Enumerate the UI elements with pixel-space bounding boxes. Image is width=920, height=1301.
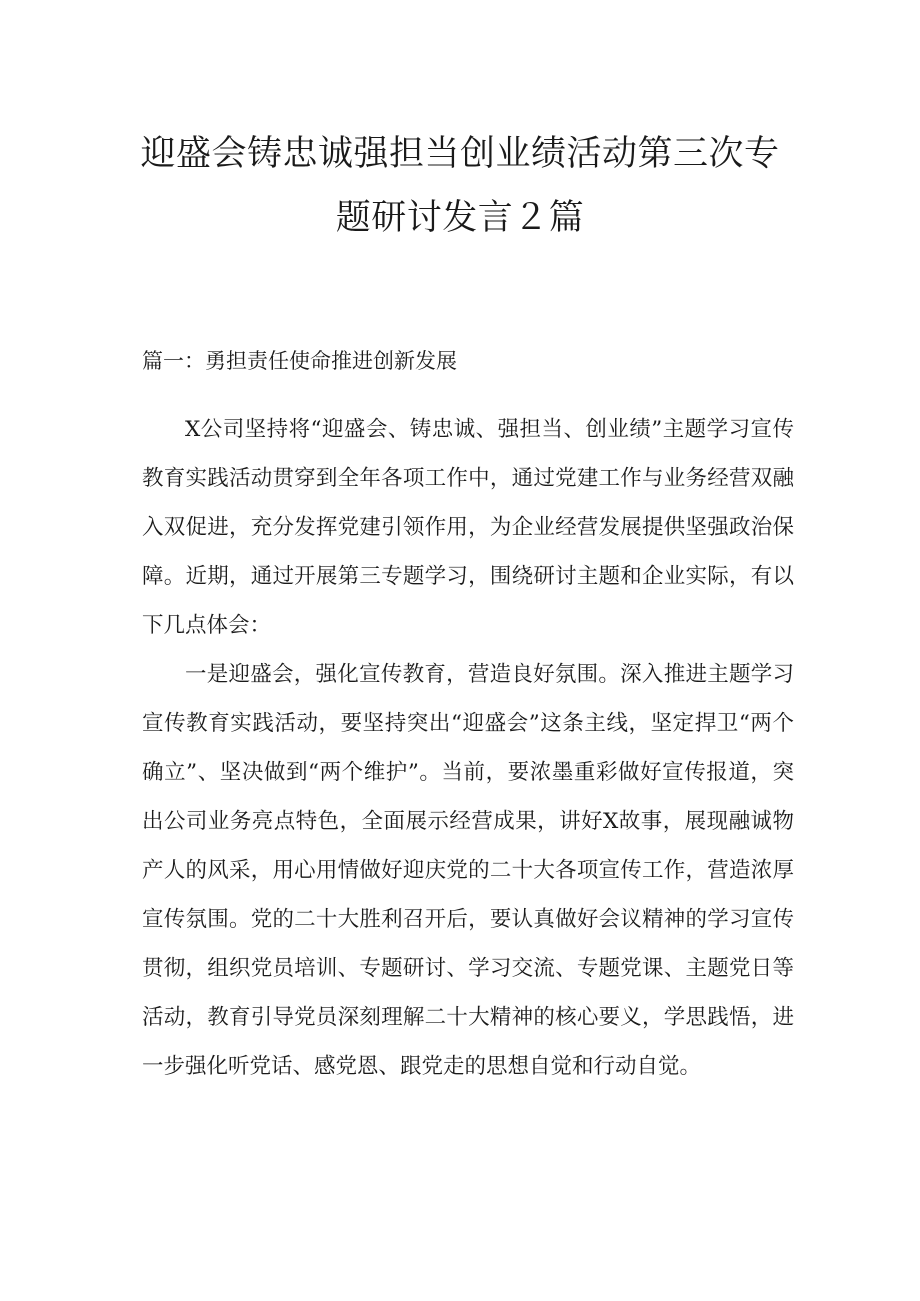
section-heading: 篇一：勇担责任使命推进创新发展: [142, 349, 457, 373]
document-body: [142, 405, 794, 1091]
document-title: [120, 122, 800, 250]
title-line-1: 迎盛会铸忠诚强担当创业绩活动第三次专: [140, 134, 780, 174]
paragraph-intro: X公司坚持将“迎盛会、铸忠诚、强担当、创业绩”主题学习宣传教育实践活动贯穿到全年各项工作中，通过党建工作与业务经营双融入双促进，充分发挥党建引领作用，为企业经营发展提供坚强政治保障。近期，通过开展第三专题学习，围绕研讨主题和企业实际，有以下几点体会：: [142, 417, 794, 638]
paragraph-point-one: 一是迎盛会，强化宣传教育，营造良好氛围。深入推进主题学习宣传教育实践活动，要坚持突出“迎盛会”这条主线，坚定捍卫“两个确立”、坚决做到“两个维护”。当前，要浓墨重彩做好宣传报道，突出公司业务亮点特色，全面展示经营成果，讲好X故事，展现融诚物产人的风采，用心用情做好迎庆党的二十大各项宣传工作，营造浓厚宣传氛围。党的二十大胜利召开后，要认真做好会议精神的学习宣传贯彻，组织党员培训、专题研讨、学习交流、专题党课、主题党日等活动，教育引导党员深刻理解二十大精神的核心要义，学思践悟，进一步强化听党话、感党恩、跟党走的思想自觉和行动自觉。: [142, 662, 794, 1079]
title-line-2: 题研讨发言２篇: [335, 198, 585, 238]
